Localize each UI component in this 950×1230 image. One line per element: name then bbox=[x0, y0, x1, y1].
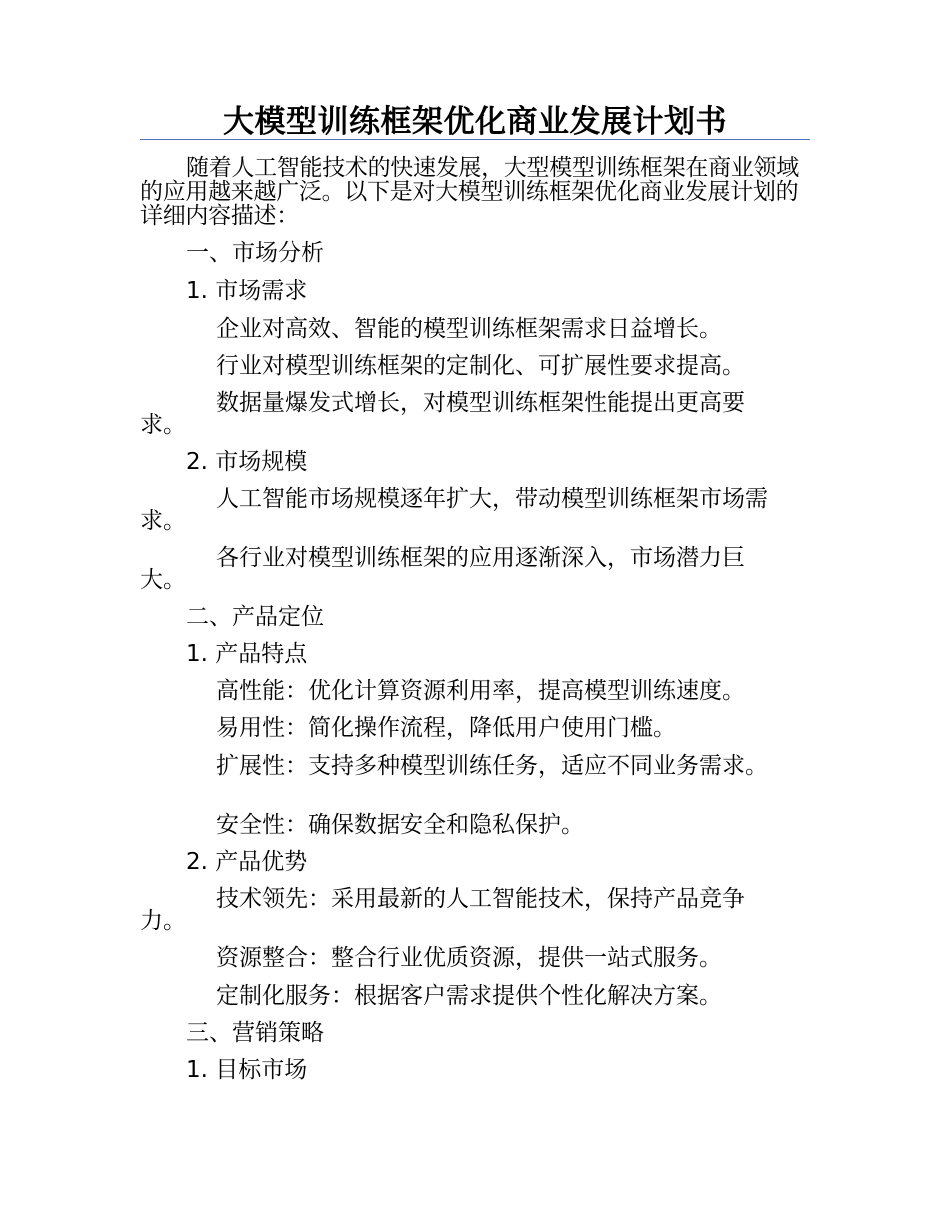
list-item: 安全性：确保数据安全和隐私保护。 bbox=[216, 812, 584, 838]
subsection-heading-target-market: 1. 目标市场 bbox=[186, 1057, 308, 1083]
intro-paragraph: 随着人工智能技术的快速发展，大型模型训练框架在商业领域的应用越来越广泛。以下是对大模型训练框架优化商业发展计划的详细内容描述： bbox=[140, 155, 799, 229]
list-item: 扩展性：支持多种模型训练任务，适应不同业务需求。 bbox=[216, 753, 768, 779]
list-item: 各行业对模型训练框架的应用逐渐深入，市场潜力巨大。 bbox=[140, 545, 745, 593]
list-item: 行业对模型训练框架的定制化、可扩展性要求提高。 bbox=[216, 353, 745, 379]
list-item: 易用性：简化操作流程，降低用户使用门槛。 bbox=[216, 715, 676, 741]
subsection-heading-market-demand: 1. 市场需求 bbox=[186, 278, 308, 304]
section-heading-product-positioning: 二、产品定位 bbox=[186, 604, 324, 630]
title-underline bbox=[140, 139, 810, 140]
list-item: 企业对高效、智能的模型训练框架需求日益增长。 bbox=[216, 316, 722, 342]
section-heading-marketing-strategy: 三、营销策略 bbox=[186, 1020, 324, 1046]
section-heading-market-analysis: 一、市场分析 bbox=[186, 240, 324, 266]
subsection-heading-product-features: 1. 产品特点 bbox=[186, 641, 308, 667]
subsection-heading-market-size: 2. 市场规模 bbox=[186, 449, 308, 475]
list-item: 数据量爆发式增长，对模型训练框架性能提出更高要求。 bbox=[140, 390, 745, 438]
subsection-heading-product-advantages: 2. 产品优势 bbox=[186, 849, 308, 875]
list-item: 技术领先：采用最新的人工智能技术，保持产品竞争力。 bbox=[140, 886, 745, 934]
list-item: 定制化服务：根据客户需求提供个性化解决方案。 bbox=[216, 983, 722, 1009]
list-item: 资源整合：整合行业优质资源，提供一站式服务。 bbox=[216, 945, 722, 971]
document-title: 大模型训练框架优化商业发展计划书 bbox=[223, 104, 727, 140]
list-item: 高性能：优化计算资源利用率，提高模型训练速度。 bbox=[216, 678, 745, 704]
list-item: 人工智能市场规模逐年扩大，带动模型训练框架市场需求。 bbox=[140, 486, 768, 534]
